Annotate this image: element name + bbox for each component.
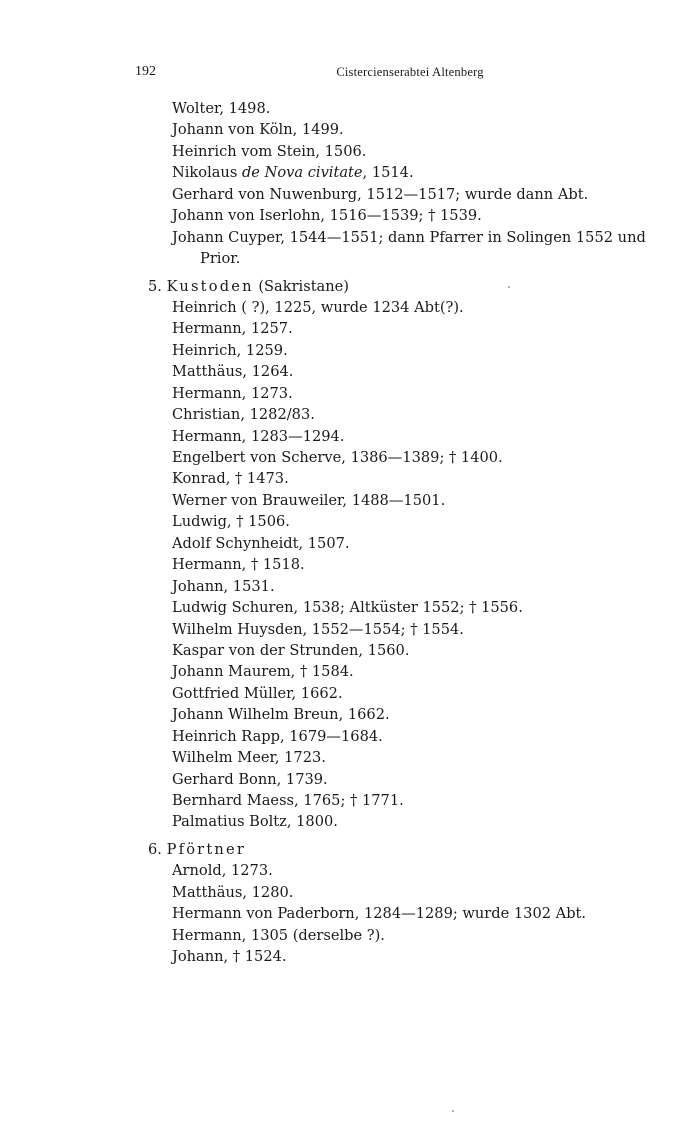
speck-mark xyxy=(508,286,510,288)
list-item: Wilhelm Meer, 1723. xyxy=(172,749,326,767)
list-item: Bernhard Maess, 1765; † 1771. xyxy=(172,792,404,809)
list-item: Hermann, 1273. xyxy=(172,384,293,402)
list-item: Matthäus, 1264. xyxy=(172,363,294,381)
list-item: Johann von Iserlohn, 1516—1539; † 1539. xyxy=(172,207,482,225)
list-item: Heinrich Rapp, 1679—1684. xyxy=(172,727,383,745)
list-item: Adolf Schynheidt, 1507. xyxy=(172,534,350,552)
list-item: Werner von Brauweiler, 1488—1501. xyxy=(172,491,446,509)
section-heading-kustoden xyxy=(0,276,700,297)
list-item: Johann Cuyper, 1544—1551; dann Pfarrer in Solingen 1552 und xyxy=(172,228,646,246)
section-number: 6. xyxy=(148,840,162,858)
list-item: Gerhard Bonn, 1739. xyxy=(172,770,328,788)
list-item-rest: , 1514. xyxy=(362,164,414,182)
section-title: Kustoden xyxy=(166,277,254,295)
speck-mark xyxy=(452,1110,454,1112)
list-item: Johann Wilhelm Breun, 1662. xyxy=(172,706,390,724)
list-item: Wilhelm Huysden, 1552—1554; † 1554. xyxy=(172,620,464,638)
list-item: Arnold, 1273. xyxy=(172,862,273,880)
list-item: Christian, 1282/83. xyxy=(172,406,315,424)
list-item: Heinrich, 1259. xyxy=(172,341,288,359)
list-item: Gerhard von Nuwenburg, 1512—1517; wurde dann Abt. xyxy=(172,185,589,203)
list-item: Heinrich ( ?), 1225, wurde 1234 Abt(?). xyxy=(172,298,464,316)
list-item-name: Nikolaus xyxy=(172,164,242,182)
list-item: Engelbert von Scherve, 1386—1389; † 1400. xyxy=(172,449,503,466)
page-number: 192 xyxy=(135,64,156,79)
list-item: Kaspar von der Strunden, 1560. xyxy=(172,641,410,659)
list-item: Hermann, 1305 (derselbe ?). xyxy=(172,926,385,944)
list-item: Hermann, † 1518. xyxy=(172,556,305,574)
list-item: Johann, 1531. xyxy=(172,577,275,595)
section-subtitle: (Sakristane) xyxy=(258,277,349,295)
list-item: Ludwig, † 1506. xyxy=(172,513,290,531)
list-item: Konrad, † 1473. xyxy=(172,470,289,488)
list-item-continuation: Prior. xyxy=(200,250,241,268)
list-item: Johann Maurem, † 1584. xyxy=(172,663,354,681)
page-body xyxy=(0,98,700,968)
list-item: Matthäus, 1280. xyxy=(172,883,294,901)
list-item: Hermann von Paderborn, 1284—1289; wurde 1302 Abt. xyxy=(172,905,587,923)
section-number: 5. xyxy=(148,277,162,295)
list-item-italic: de Nova civitate xyxy=(241,164,363,182)
list-item: Gottfried Müller, 1662. xyxy=(172,684,343,702)
list-item: Johann, † 1524. xyxy=(172,948,287,966)
list-item xyxy=(0,162,700,183)
list-item: Heinrich vom Stein, 1506. xyxy=(172,142,367,160)
list-item: Wolter, 1498. xyxy=(172,100,271,117)
running-head: Cistercienserabtei Altenberg xyxy=(336,65,484,79)
section-title: Pförtner xyxy=(166,840,247,858)
list-item: Hermann, 1257. xyxy=(172,320,293,338)
list-item: Johann von Köln, 1499. xyxy=(172,121,344,139)
list-item: Ludwig Schuren, 1538; Altküster 1552; † 1556. xyxy=(172,599,523,617)
list-item: Palmatius Boltz, 1800. xyxy=(172,813,338,831)
section-heading-pfoertner xyxy=(0,839,700,860)
list-item: Hermann, 1283—1294. xyxy=(172,427,345,445)
